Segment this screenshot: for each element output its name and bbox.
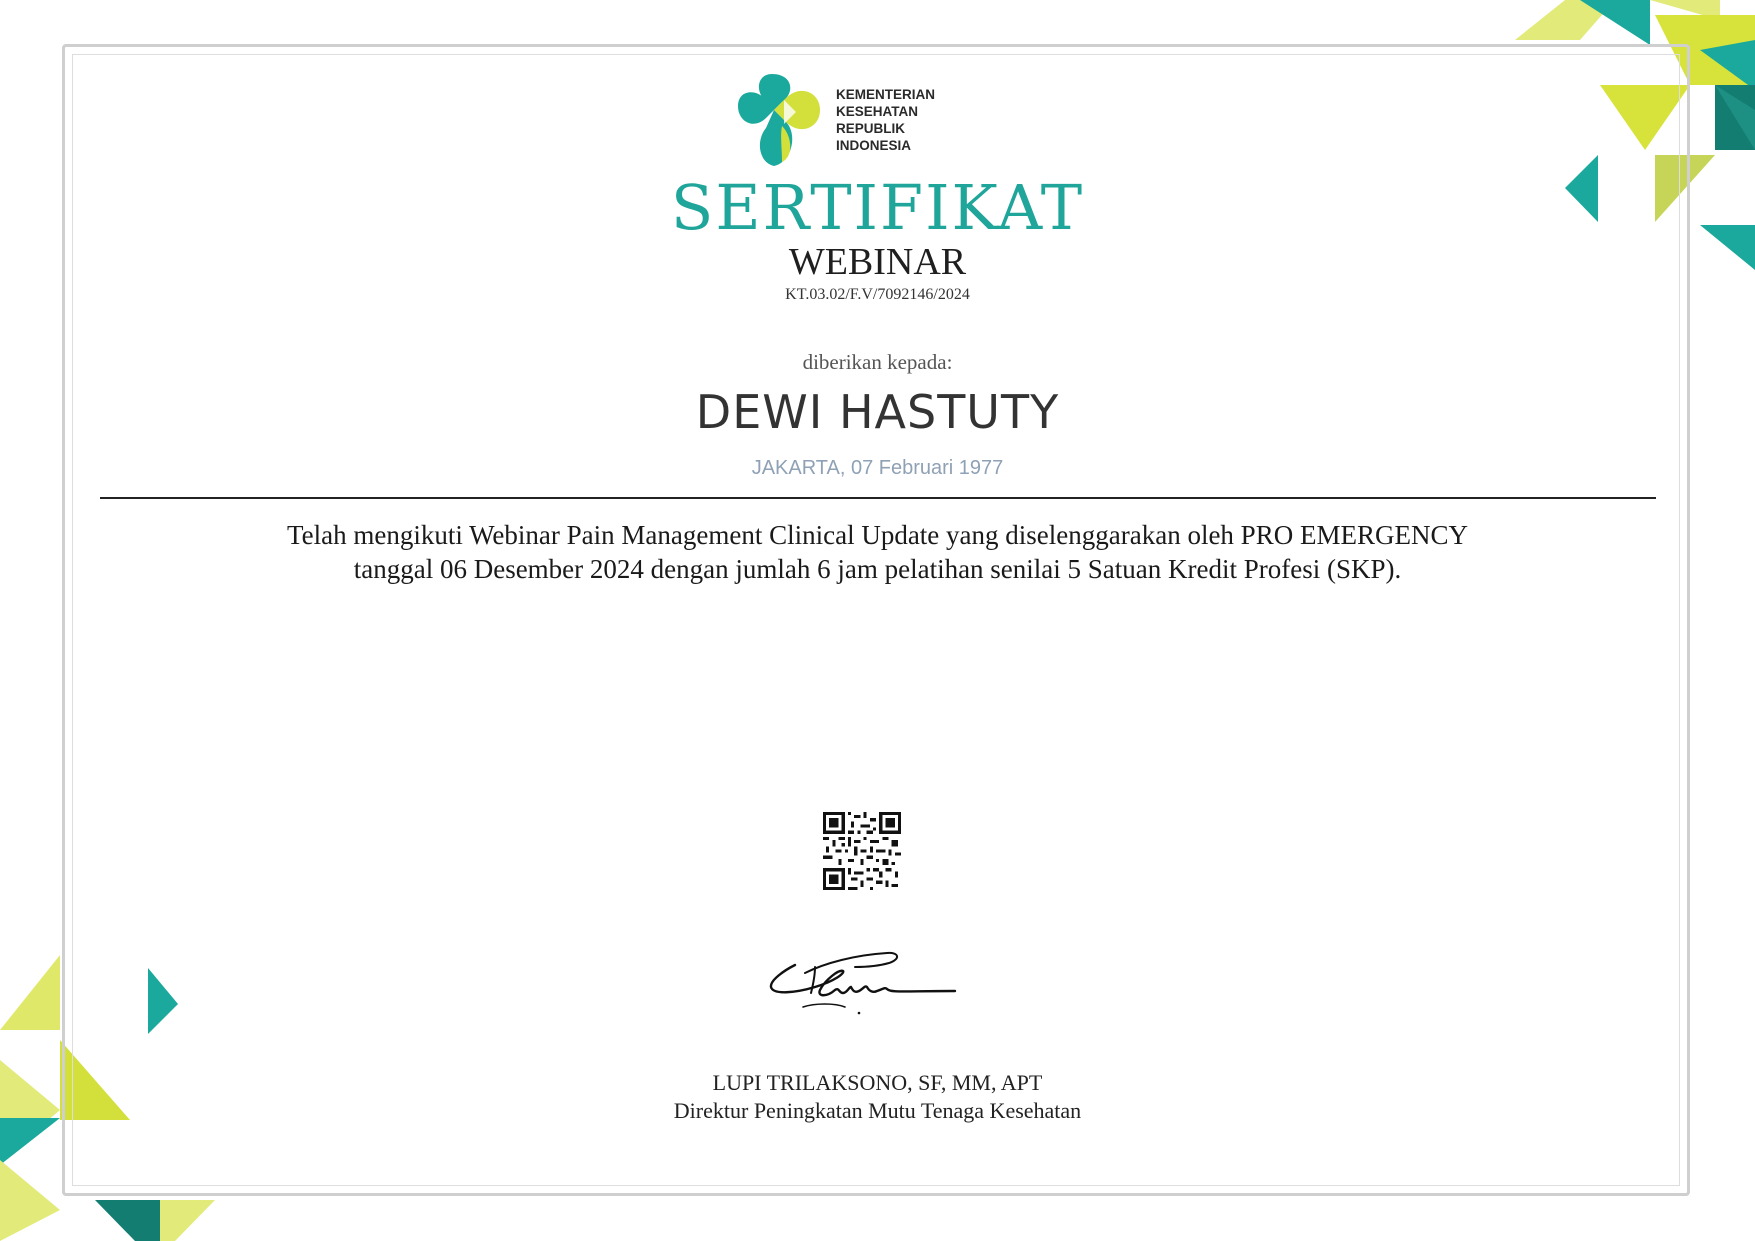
certificate-number: KT.03.02/F.V/7092146/2024 [785,286,970,303]
kemenkes-logo [734,70,935,170]
certificate-body [120,518,1635,586]
signer-name: LUPI TRILAKSONO, SF, MM, APT [712,1070,1043,1095]
logo-line: KEMENTERIAN [836,87,936,102]
kemenkes-logo-mark-icon [734,70,824,170]
certificate-title: SERTIFIKAT [670,171,1085,244]
given-to-label: diberikan kepada: [802,350,953,374]
logo-line: INDONESIA [836,138,912,153]
qr-code-icon [823,812,901,890]
recipient-name: DEWI HASTUTY [695,385,1060,439]
signer-title: Direktur Peningkatan Mutu Tenaga Kesehatan [673,1098,1082,1123]
logo-line: REPUBLIK [836,121,906,136]
signature-image [765,945,960,1025]
body-line-1: Telah mengikuti Webinar Pain Management Clinical Update yang diselenggarakan oleh PRO EMERGENCY [287,520,1468,550]
logo-line: KESEHATAN [836,104,919,119]
body-line-2: tanggal 06 Desember 2024 dengan jumlah 6 jam pelatihan senilai 5 Satuan Kredit Profesi (SKP). [353,554,1402,584]
recipient-birth-info: JAKARTA, 07 Februari 1977 [751,457,1004,479]
divider-line [100,497,1656,499]
kemenkes-logo-text [836,86,935,154]
certificate-subtitle: WEBINAR [788,241,967,283]
